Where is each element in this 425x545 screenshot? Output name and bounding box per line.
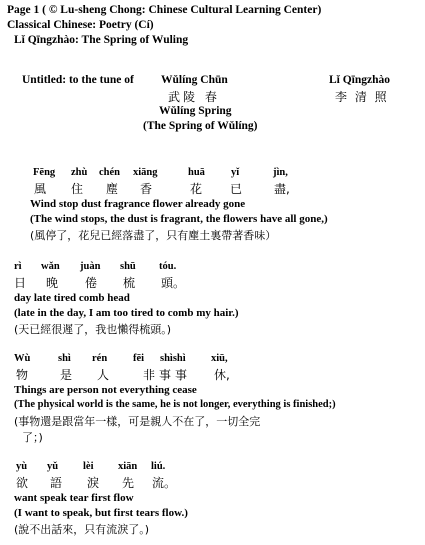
- chinese-char: 是: [60, 368, 73, 382]
- pinyin-word: yǔ: [47, 461, 59, 472]
- chinese-paraphrase-continued: 了；): [22, 431, 43, 444]
- word-gloss: day late tired comb head: [14, 292, 130, 304]
- chinese-paraphrase: (天已經很遲了，我也懶得梳頭。): [14, 323, 172, 336]
- chinese-char: 風: [34, 182, 47, 196]
- tune-pinyin: Wǔlíng Chūn: [161, 74, 228, 86]
- chinese-paraphrase: (說不出話來，只有流淚了。): [14, 523, 150, 536]
- chinese-char: 先: [122, 476, 135, 490]
- chinese-char: 流。: [152, 476, 177, 490]
- chinese-char: 非事事: [143, 368, 192, 382]
- pinyin-word: zhù: [71, 167, 88, 178]
- pinyin-word: huā: [188, 167, 205, 178]
- english-translation: (late in the day, I am too tired to comb my hair.): [14, 307, 239, 319]
- chinese-char: 語: [50, 476, 63, 490]
- pinyin-word: xiāng: [133, 167, 158, 178]
- chinese-char: 物: [16, 368, 29, 382]
- pinyin-word: jìn,: [273, 167, 288, 178]
- chinese-char: 梳: [123, 276, 136, 290]
- chinese-char: 已: [230, 182, 243, 196]
- pinyin-word: lèi: [83, 461, 94, 472]
- chinese-char: 淚: [87, 476, 100, 490]
- chinese-char: 日: [14, 276, 27, 290]
- chinese-char: 花: [190, 182, 203, 196]
- tune-english: (The Spring of Wǔlíng): [143, 120, 258, 132]
- word-gloss: Wind stop dust fragrance flower already gone: [30, 198, 246, 210]
- word-gloss: want speak tear first flow: [14, 492, 134, 504]
- pinyin-word: liú.: [151, 461, 166, 472]
- pinyin-word: wǎn: [41, 261, 60, 272]
- pinyin-word: Wù: [14, 353, 31, 364]
- chinese-char: 盡,: [274, 182, 290, 196]
- pinyin-word: tóu.: [159, 261, 177, 272]
- page-header-line: Page 1 ( © Lu-sheng Chong: Chinese Cultural Learning Center): [7, 4, 322, 16]
- chinese-char: 塵: [106, 182, 119, 196]
- chinese-char: 人: [97, 368, 110, 382]
- word-gloss: Things are person not everything cease: [14, 384, 197, 396]
- pinyin-word: rì: [14, 261, 22, 272]
- pinyin-word: shìshì: [160, 353, 186, 364]
- english-translation: (I want to speak, but first tears flow.): [14, 507, 188, 519]
- pinyin-word: yǐ: [231, 167, 240, 178]
- pinyin-word: xiān: [118, 461, 138, 472]
- english-translation: (The physical world is the same, he is not longer, everything is finished;): [14, 399, 336, 410]
- chinese-char: 香: [140, 182, 153, 196]
- pinyin-word: shū: [120, 261, 136, 272]
- chinese-char: 住: [71, 182, 84, 196]
- course-title: Classical Chinese: Poetry (Cí): [7, 19, 154, 31]
- english-translation: (The wind stops, the dust is fragrant, the flowers have all gone,): [30, 213, 328, 225]
- pinyin-word: shì: [58, 353, 71, 364]
- pinyin-word: rén: [92, 353, 108, 364]
- pinyin-word: yù: [16, 461, 28, 472]
- tune-pinyin-english: Wǔlíng Spring: [159, 105, 232, 117]
- chinese-char: 頭。: [161, 276, 186, 290]
- chinese-paraphrase: (事物還是跟當年一樣，可是親人不在了，一切全完: [14, 415, 261, 428]
- chinese-paraphrase: (風停了，花兒已經落盡了，只有塵土裏帶著香味）: [30, 229, 277, 242]
- author-pinyin: Lǐ Qīngzhào: [329, 74, 391, 86]
- pinyin-word: fēi: [133, 353, 145, 364]
- pinyin-word: xiū,: [211, 353, 228, 364]
- chinese-char: 休,: [214, 368, 230, 382]
- pinyin-word: juàn: [80, 261, 101, 272]
- pinyin-word: chén: [99, 167, 120, 178]
- tune-chinese: 武陵 春: [168, 90, 220, 104]
- untitled-label: Untitled: to the tune of: [22, 74, 134, 86]
- poem-heading: Lǐ Qīngzhào: The Spring of Wuling: [14, 34, 189, 46]
- pinyin-word: Fēng: [33, 167, 56, 178]
- author-chinese: 李 清 照: [335, 90, 389, 104]
- chinese-char: 倦: [85, 276, 98, 290]
- chinese-char: 晚: [46, 276, 59, 290]
- chinese-char: 欲: [16, 476, 29, 490]
